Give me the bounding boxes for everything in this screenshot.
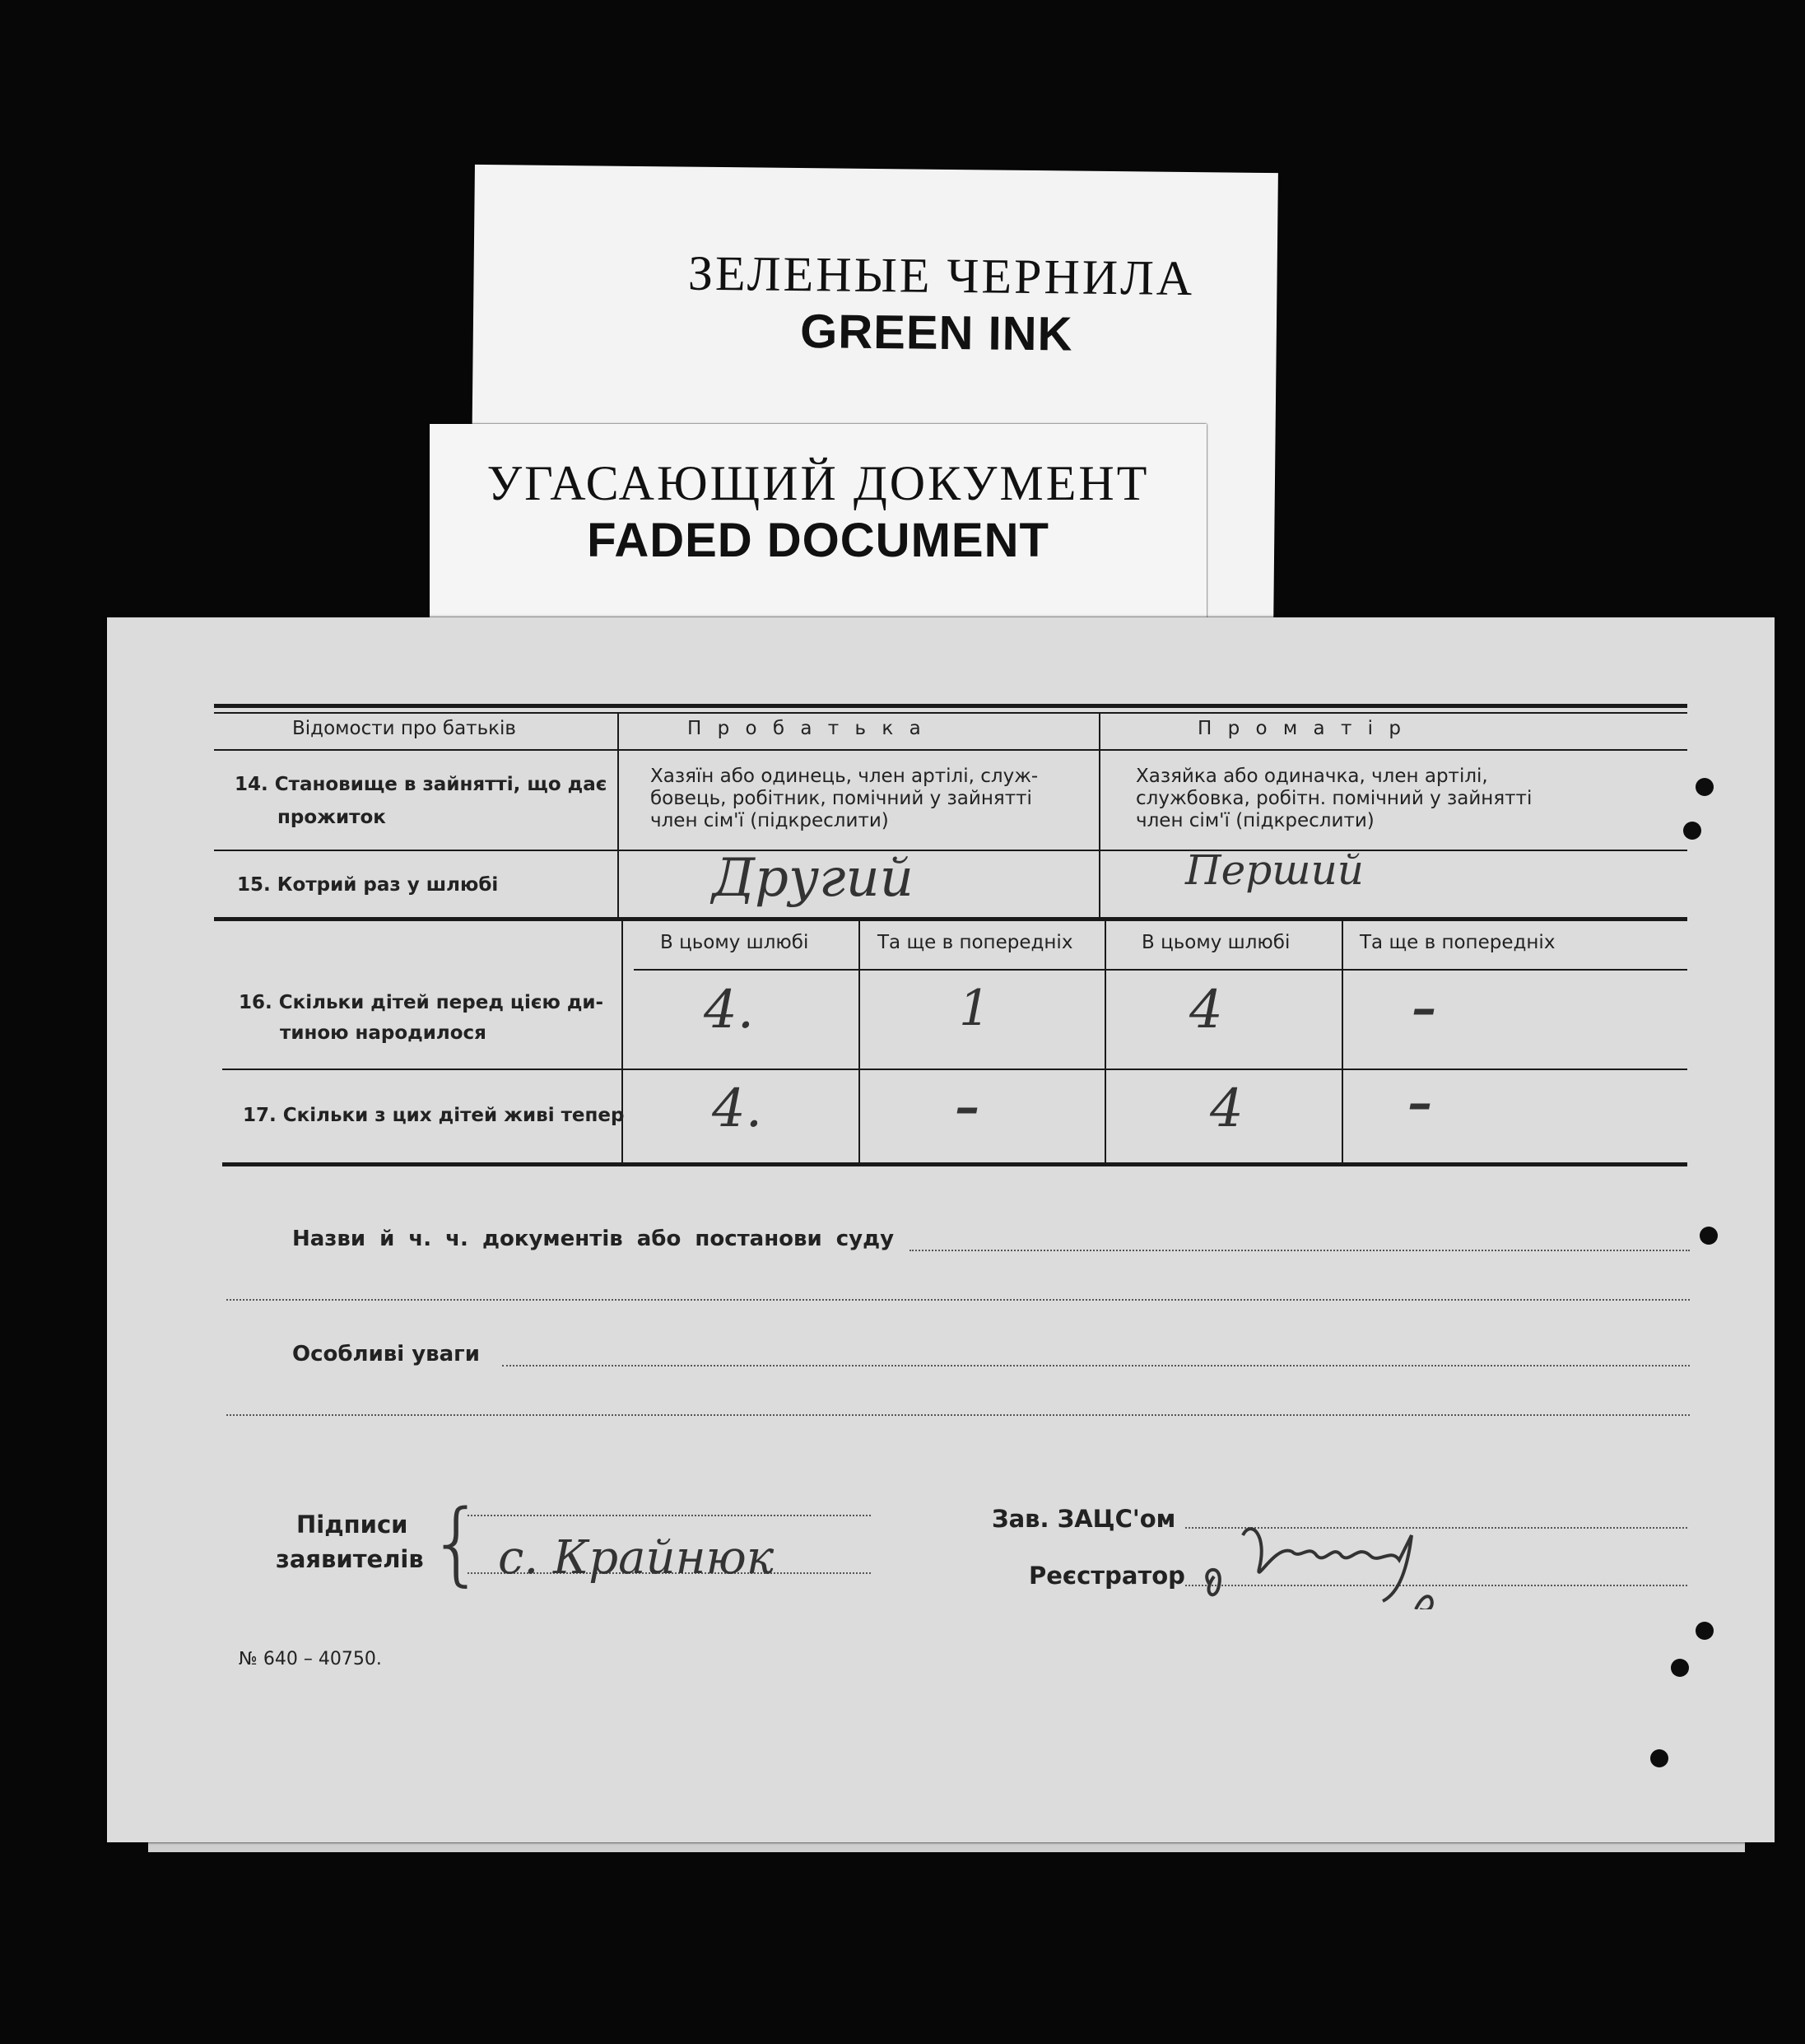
header-about-father: П р о б а т ь к а [687,718,926,739]
punch-hole [1696,778,1714,796]
registrar-label: Реєстратор [1029,1562,1185,1590]
row17-label: 17. Скільки з цих дітей живі тепер [243,1105,625,1126]
row14-mother-line1: Хазяйка або одиначка, член артілі, [1136,766,1488,787]
row14-mother-line2: службовка, робітн. помічний у зайнятті [1136,788,1533,809]
signature-line-1 [468,1515,871,1516]
table-bottom-border [222,1162,1687,1166]
col-divider-info [617,712,619,918]
faded-document-label-card [430,424,1207,630]
row16-mother-previous: – [1412,980,1436,1037]
row16-label-line2: тиною народилося [280,1022,486,1044]
signatures-label-line2: заявителів [276,1545,424,1573]
table-top-border [214,704,1687,708]
notes-label: Особливі уваги [292,1342,480,1367]
header-about-mother: П р о м а т і р [1198,718,1406,739]
head-zags-label: Зав. ЗАЦС'ом [992,1505,1176,1533]
faded-document-label-en: FADED DOCUMENT [587,514,1049,567]
row16-father-previous: 1 [959,980,991,1037]
row14-father-line2: бовець, робітник, помічний у зайнятті [650,788,1032,809]
subheader-mother-this: В цьому шлюбі [1142,932,1291,953]
col-divider-mother-sub [1342,920,1343,1164]
punch-hole [1650,1749,1668,1767]
punch-hole [1700,1227,1718,1245]
signatures-brace: { [428,1490,486,1595]
row16-label-line1: 16. Скільки дітей перед цією ди- [239,992,604,1013]
record-form-sheet [107,617,1775,1842]
row17-mother-this: 4 [1210,1078,1244,1139]
punch-hole [1696,1622,1714,1640]
col-divider-lower-mid [1105,920,1106,1164]
notes-line-1 [502,1365,1690,1367]
row16-mother-this: 4 [1189,980,1223,1041]
row15-divider [214,917,1687,921]
row17-father-this: 4. [712,1078,763,1139]
col-divider-lower-info [621,920,623,1164]
signatures-label-line1: Підписи [296,1511,408,1539]
row15-father-value: Другий [712,848,914,909]
row16-divider [222,1069,1687,1070]
col-divider-father-sub [858,920,860,1164]
punch-hole [1671,1659,1689,1677]
header-parents-info: Відомости про батьків [292,718,516,739]
subheader-father-this: В цьому шлюбі [660,932,809,953]
documents-label: Назви й ч. ч. документів або постанови суду [292,1227,895,1251]
row15-mother-value: Перший [1185,846,1364,894]
col-divider-father-mother [1099,712,1100,918]
row17-mother-previous: – [1407,1074,1432,1132]
table-top-border-inner [214,712,1687,714]
green-ink-label-en: GREEN INK [799,305,1073,361]
subheader-father-previous: Та ще в попередніх [877,932,1073,953]
row14-label-line2: прожиток [277,807,386,828]
subheader-mother-previous: Та ще в попередніх [1360,932,1556,953]
row14-label-line1: 14. Становище в зайнятті, що дає [235,774,607,795]
documents-line-1 [909,1250,1690,1251]
row15-label: 15. Котрий раз у шлюбі [237,874,499,896]
green-ink-label-ru: ЗЕЛЕНЫЕ ЧЕРНИЛА [687,245,1195,306]
row14-mother-line3: член сім'ї (підкреслити) [1136,810,1375,831]
faded-document-label-ru: УГАСАЮЩИЙ ДОКУМЕНТ [486,456,1150,510]
row14-father-line1: Хазяїн або одинець, член артілі, служ- [650,766,1039,787]
row14-father-line3: член сім'ї (підкреслити) [650,810,889,831]
subheader-divider [634,969,1687,971]
form-number: № 640 – 40750. [239,1649,382,1669]
applicant-signature: с. Крайнюк [498,1531,775,1585]
punch-hole [1683,822,1701,840]
header-divider [214,749,1687,751]
notes-line-2 [226,1414,1690,1416]
row17-father-previous: – [955,1078,979,1136]
row16-father-this: 4. [704,980,755,1041]
documents-line-2 [226,1299,1690,1301]
row14-divider [214,850,1687,851]
registrar-signature [1193,1486,1589,1609]
